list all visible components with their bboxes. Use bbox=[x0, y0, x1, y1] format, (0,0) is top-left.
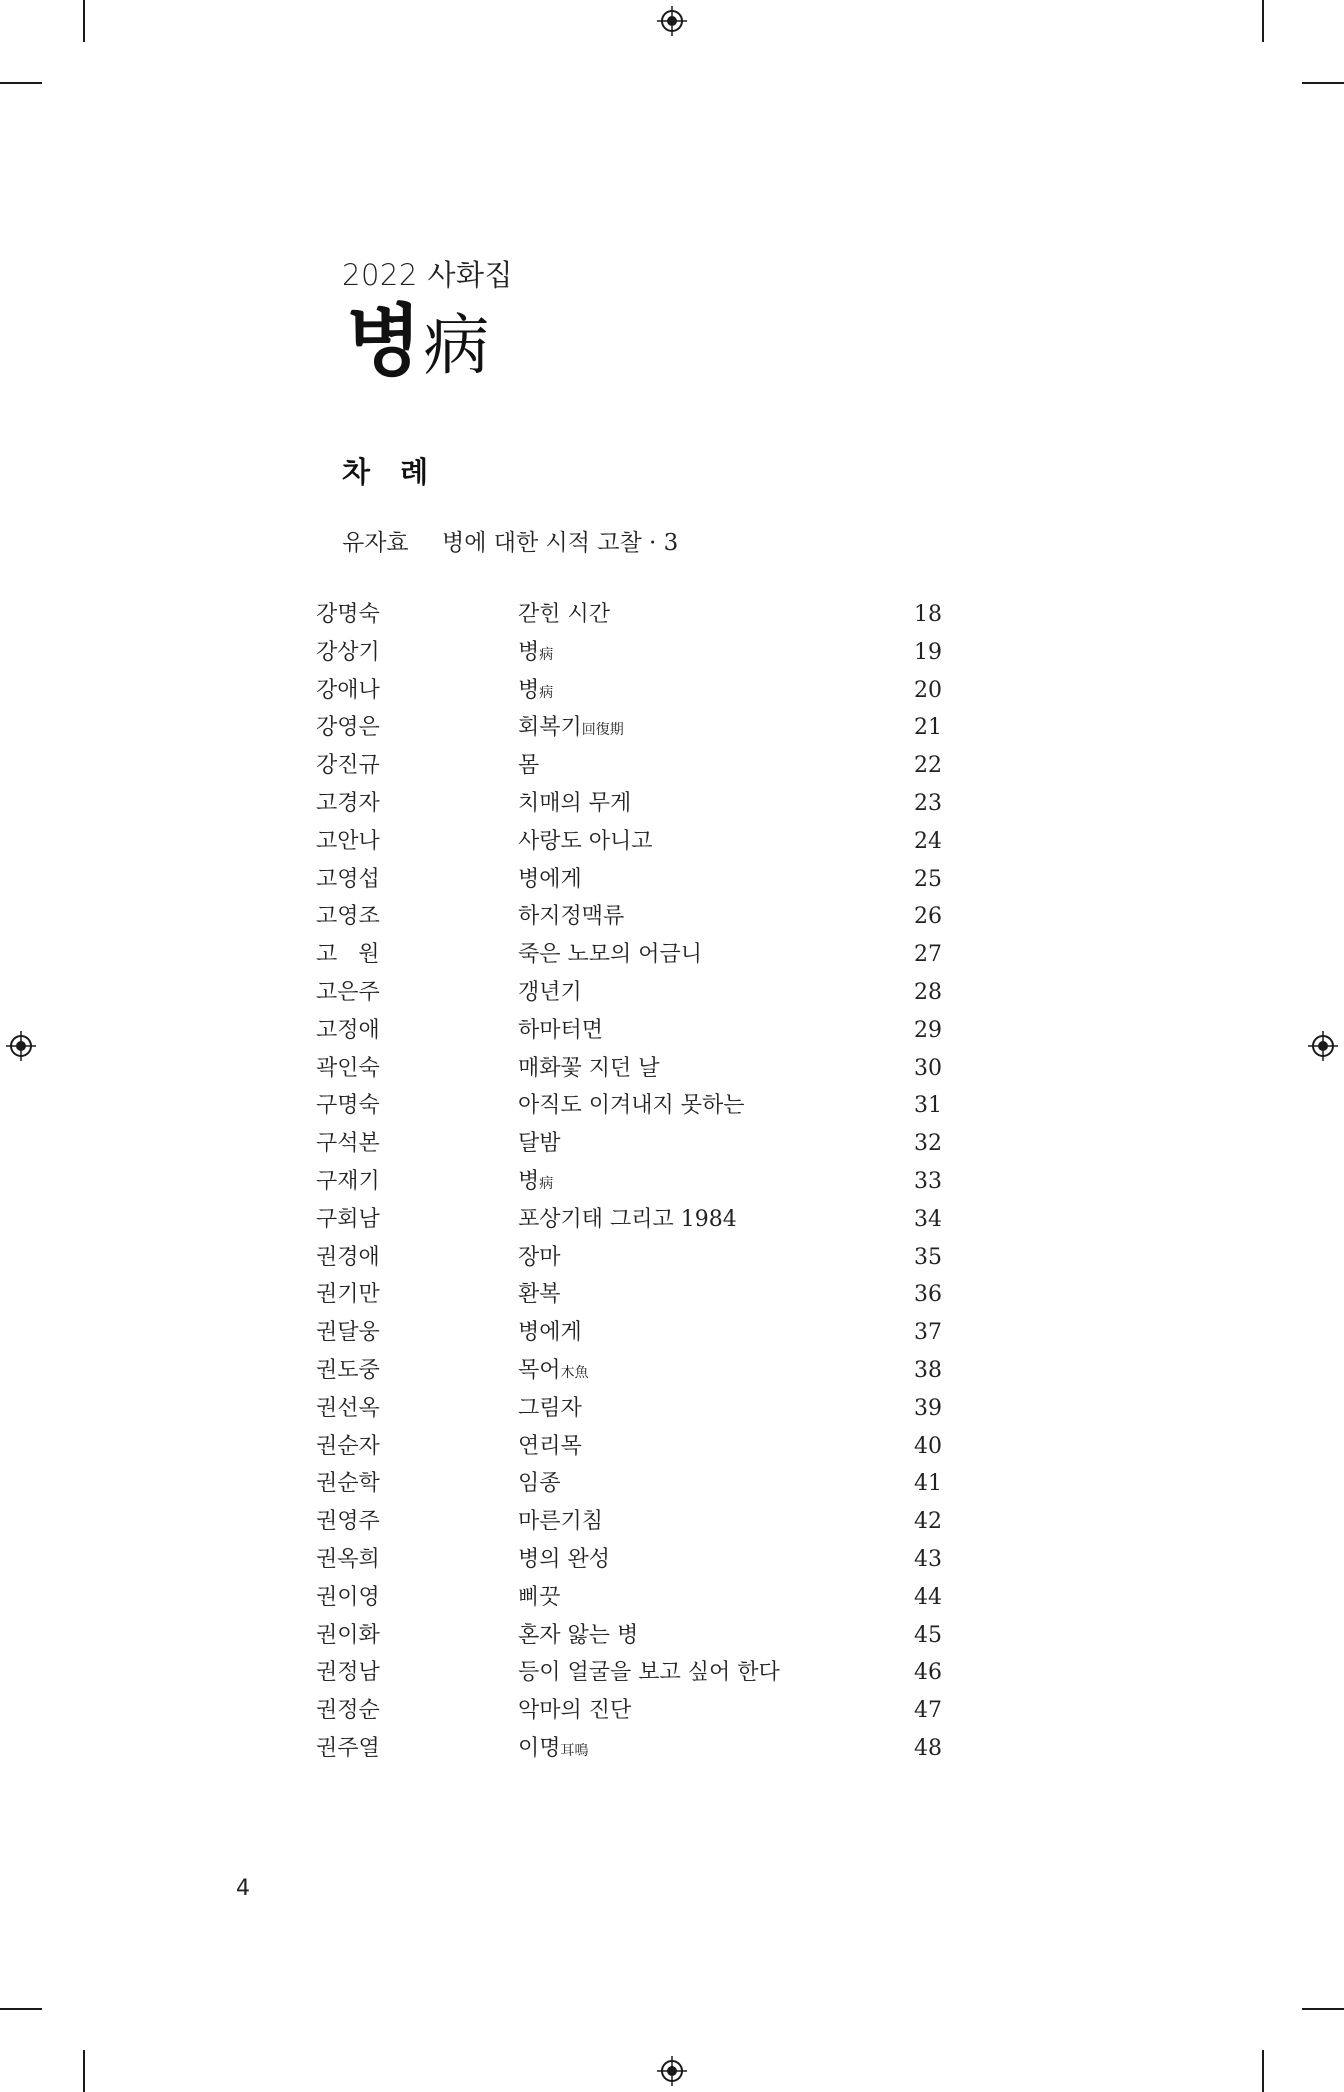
entry-page-number: 23 bbox=[914, 790, 942, 816]
entry-page-number: 30 bbox=[914, 1055, 942, 1081]
entry-page-number: 24 bbox=[914, 828, 942, 854]
entry-page-number: 37 bbox=[914, 1320, 942, 1346]
book-title-korean: 병 bbox=[346, 297, 422, 387]
entry-author: 고 원 bbox=[316, 942, 380, 968]
entry-title-text: 치매의 무게 bbox=[518, 790, 632, 816]
entry-title-text: 사랑도 아니고 bbox=[518, 828, 653, 854]
toc-entry[interactable] bbox=[0, 861, 1344, 899]
entry-page-number: 28 bbox=[914, 979, 942, 1005]
entry-title bbox=[518, 634, 553, 675]
entry-title bbox=[518, 1239, 561, 1277]
entry-page-number: 36 bbox=[914, 1282, 942, 1308]
entry-page-number: 33 bbox=[914, 1168, 942, 1194]
entry-page-number: 21 bbox=[914, 715, 942, 741]
entry-author: 권이화 bbox=[316, 1622, 380, 1648]
toc-entry[interactable] bbox=[0, 747, 1344, 785]
entry-page-number: 20 bbox=[914, 677, 942, 703]
toc-entry[interactable] bbox=[0, 634, 1344, 672]
crop-mark bbox=[83, 0, 85, 42]
entry-title-text: 갇힌 시간 bbox=[518, 602, 611, 627]
toc-entry[interactable] bbox=[0, 823, 1344, 861]
entry-title bbox=[518, 596, 610, 634]
crop-mark bbox=[1262, 2050, 1264, 2092]
entry-title bbox=[518, 1201, 737, 1239]
entry-page-number: 40 bbox=[914, 1433, 942, 1459]
entry-page-number: 47 bbox=[914, 1698, 942, 1724]
entry-author: 강애나 bbox=[316, 677, 380, 703]
entry-title bbox=[518, 1012, 603, 1050]
entry-title-text: 병 bbox=[518, 677, 540, 703]
toc-entry[interactable] bbox=[0, 1239, 1344, 1277]
toc-entry[interactable] bbox=[0, 1503, 1344, 1541]
toc-entry[interactable] bbox=[0, 596, 1344, 634]
entry-author: 권영주 bbox=[316, 1509, 380, 1535]
entry-author: 권정남 bbox=[316, 1660, 380, 1686]
entry-author: 권옥희 bbox=[316, 1546, 380, 1572]
entry-title-text: 그림자 bbox=[518, 1395, 582, 1421]
entry-author: 구석본 bbox=[316, 1131, 380, 1157]
entry-title-text: 병 bbox=[518, 639, 540, 665]
entry-author: 강명숙 bbox=[316, 602, 380, 627]
entry-author: 구재기 bbox=[316, 1168, 380, 1194]
entry-title-text: 임종 bbox=[518, 1471, 561, 1497]
toc-entry[interactable] bbox=[0, 1617, 1344, 1655]
toc-entry[interactable] bbox=[0, 1390, 1344, 1428]
entry-author: 고영섭 bbox=[316, 866, 380, 892]
entry-title-text: 환복 bbox=[518, 1282, 561, 1308]
entry-title-hanja: 病 bbox=[539, 1175, 554, 1192]
toc-entry[interactable] bbox=[0, 1541, 1344, 1579]
entry-page-number: 44 bbox=[914, 1584, 942, 1610]
entry-title bbox=[518, 1163, 553, 1204]
toc-entry[interactable] bbox=[0, 672, 1344, 710]
toc-entry[interactable] bbox=[0, 1087, 1344, 1125]
entry-author: 고은주 bbox=[316, 979, 380, 1005]
toc-entry[interactable] bbox=[0, 1465, 1344, 1503]
entry-author: 강상기 bbox=[316, 639, 380, 665]
toc-entry[interactable] bbox=[0, 1654, 1344, 1692]
entry-title bbox=[518, 1050, 660, 1088]
entry-page-number: 27 bbox=[914, 942, 942, 968]
crop-mark bbox=[1302, 2008, 1344, 2010]
toc-entry[interactable] bbox=[0, 936, 1344, 974]
crop-mark bbox=[1262, 0, 1264, 42]
registration-mark-icon bbox=[657, 2056, 687, 2086]
entry-title bbox=[518, 1125, 561, 1163]
entry-title bbox=[518, 1692, 631, 1730]
entry-title-text: 이명 bbox=[518, 1735, 561, 1761]
entry-title bbox=[518, 1428, 582, 1466]
preface-author: 유자효 bbox=[342, 530, 409, 556]
entry-title bbox=[518, 1352, 589, 1393]
crop-mark bbox=[0, 82, 42, 84]
toc-heading: 차 례 bbox=[342, 455, 439, 489]
toc-entry[interactable] bbox=[0, 1314, 1344, 1352]
entry-title-text: 혼자 앓는 병 bbox=[518, 1622, 639, 1648]
entry-title-text: 하마터면 bbox=[518, 1017, 604, 1043]
toc-entry[interactable] bbox=[0, 1050, 1344, 1088]
entry-title bbox=[518, 709, 624, 750]
entry-page-number: 25 bbox=[914, 866, 942, 892]
entry-author: 권기만 bbox=[316, 1282, 380, 1308]
crop-mark bbox=[1302, 82, 1344, 84]
entry-page-number: 45 bbox=[914, 1622, 942, 1648]
toc-entry[interactable] bbox=[0, 785, 1344, 823]
entry-title-text: 삐끗 bbox=[518, 1584, 561, 1610]
entry-title bbox=[518, 1541, 610, 1579]
entry-title bbox=[518, 1465, 561, 1503]
entry-author: 고영조 bbox=[316, 904, 380, 930]
entry-title-text: 마른기침 bbox=[518, 1509, 604, 1535]
entry-title-hanja: 木魚 bbox=[560, 1364, 589, 1381]
toc-entry[interactable] bbox=[0, 1276, 1344, 1314]
entry-author: 권이영 bbox=[316, 1584, 380, 1610]
entry-author: 고안나 bbox=[316, 828, 380, 854]
entry-page-number: 42 bbox=[914, 1509, 942, 1535]
entry-title bbox=[518, 1579, 561, 1617]
toc-entry[interactable] bbox=[0, 1352, 1344, 1390]
entry-page-number: 48 bbox=[914, 1735, 942, 1761]
entry-title-text: 포상기태 그리고 1984 bbox=[518, 1206, 737, 1232]
entry-page-number: 34 bbox=[914, 1206, 942, 1232]
toc-entry[interactable] bbox=[0, 1428, 1344, 1466]
entry-author: 고경자 bbox=[316, 790, 380, 816]
book-subtitle: 2022 사화집 bbox=[342, 258, 514, 292]
entry-title-hanja: 回復期 bbox=[581, 722, 624, 739]
entry-title bbox=[518, 1654, 780, 1692]
entry-page-number: 38 bbox=[914, 1357, 942, 1383]
entry-author: 강영은 bbox=[316, 715, 380, 741]
entry-title-text: 갱년기 bbox=[518, 979, 582, 1005]
entry-author: 권주열 bbox=[316, 1735, 380, 1761]
entry-author: 곽인숙 bbox=[316, 1055, 380, 1081]
entry-author: 권선옥 bbox=[316, 1395, 380, 1421]
entry-title bbox=[518, 974, 582, 1012]
entry-title bbox=[518, 1730, 589, 1771]
entry-author: 구회남 bbox=[316, 1206, 380, 1232]
entry-author: 고정애 bbox=[316, 1017, 380, 1043]
toc-entry[interactable] bbox=[0, 974, 1344, 1012]
entry-title bbox=[518, 1390, 582, 1428]
toc-entry[interactable] bbox=[0, 1201, 1344, 1239]
entry-page-number: 35 bbox=[914, 1244, 942, 1270]
toc-entry[interactable] bbox=[0, 1163, 1344, 1201]
entry-author: 권순학 bbox=[316, 1471, 380, 1497]
toc-entry[interactable] bbox=[0, 1579, 1344, 1617]
entry-title-text: 병에게 bbox=[518, 866, 582, 892]
entry-title bbox=[518, 672, 553, 713]
entry-author: 강진규 bbox=[316, 753, 380, 779]
entry-title bbox=[518, 1617, 638, 1655]
entry-page-number: 29 bbox=[914, 1017, 942, 1043]
entry-title bbox=[518, 1503, 603, 1541]
entry-title-text: 연리목 bbox=[518, 1433, 582, 1459]
entry-author: 권경애 bbox=[316, 1244, 380, 1270]
entry-author: 권도중 bbox=[316, 1357, 380, 1383]
crop-mark bbox=[0, 2008, 42, 2010]
crop-mark bbox=[83, 2050, 85, 2092]
toc-entry[interactable] bbox=[0, 709, 1344, 747]
entry-title-text: 죽은 노모의 어금니 bbox=[518, 942, 703, 968]
toc-entry[interactable] bbox=[0, 1730, 1344, 1768]
toc-entry[interactable] bbox=[0, 1692, 1344, 1730]
entry-title bbox=[518, 861, 582, 899]
entry-title bbox=[518, 785, 631, 823]
entry-title-text: 하지정맥류 bbox=[518, 904, 625, 930]
book-title-hanja: 病 bbox=[423, 307, 490, 384]
entry-title-hanja: 耳鳴 bbox=[560, 1742, 589, 1759]
entry-page-number: 31 bbox=[914, 1093, 942, 1119]
entry-title-hanja: 病 bbox=[539, 684, 554, 701]
entry-page-number: 18 bbox=[914, 602, 942, 627]
entry-title-text: 매화꽃 지던 날 bbox=[518, 1055, 660, 1081]
entry-author: 권달웅 bbox=[316, 1320, 380, 1346]
entry-title-text: 병에게 bbox=[518, 1320, 582, 1346]
entry-title-text: 달밤 bbox=[518, 1131, 561, 1157]
entry-title bbox=[518, 1276, 561, 1314]
toc-entry[interactable] bbox=[0, 1012, 1344, 1050]
toc-entry[interactable] bbox=[0, 898, 1344, 936]
toc-list bbox=[0, 596, 1344, 1768]
entry-author: 구명숙 bbox=[316, 1093, 380, 1119]
entry-title bbox=[518, 1314, 582, 1352]
entry-title bbox=[518, 936, 702, 974]
entry-title-text: 몸 bbox=[518, 753, 540, 779]
entry-page-number: 46 bbox=[914, 1660, 942, 1686]
page-number: 4 bbox=[236, 1876, 250, 1901]
entry-title-hanja: 病 bbox=[539, 646, 554, 663]
entry-title bbox=[518, 898, 624, 936]
entry-title bbox=[518, 747, 539, 785]
registration-mark-icon bbox=[657, 6, 687, 36]
entry-title-text: 회복기 bbox=[518, 715, 582, 741]
entry-title-text: 목어 bbox=[518, 1357, 561, 1383]
entry-title-text: 등이 얼굴을 보고 싶어 한다 bbox=[518, 1660, 780, 1686]
entry-page-number: 43 bbox=[914, 1546, 942, 1572]
entry-author: 권순자 bbox=[316, 1433, 380, 1459]
entry-title bbox=[518, 1087, 745, 1125]
preface-title: 병에 대한 시적 고찰 · 3 bbox=[442, 530, 679, 556]
entry-page-number: 32 bbox=[914, 1131, 942, 1157]
entry-title-text: 병의 완성 bbox=[518, 1546, 611, 1572]
entry-page-number: 22 bbox=[914, 753, 942, 779]
entry-title-text: 병 bbox=[518, 1168, 540, 1194]
entry-title-text: 장마 bbox=[518, 1244, 561, 1270]
entry-title-text: 악마의 진단 bbox=[518, 1698, 632, 1724]
entry-title bbox=[518, 823, 653, 861]
entry-page-number: 39 bbox=[914, 1395, 942, 1421]
book-title bbox=[346, 297, 490, 387]
toc-entry[interactable] bbox=[0, 1125, 1344, 1163]
entry-page-number: 41 bbox=[914, 1471, 942, 1497]
entry-title-text: 아직도 이겨내지 못하는 bbox=[518, 1093, 745, 1119]
entry-page-number: 19 bbox=[914, 639, 942, 665]
entry-page-number: 26 bbox=[914, 904, 942, 930]
entry-author: 권정순 bbox=[316, 1698, 380, 1724]
